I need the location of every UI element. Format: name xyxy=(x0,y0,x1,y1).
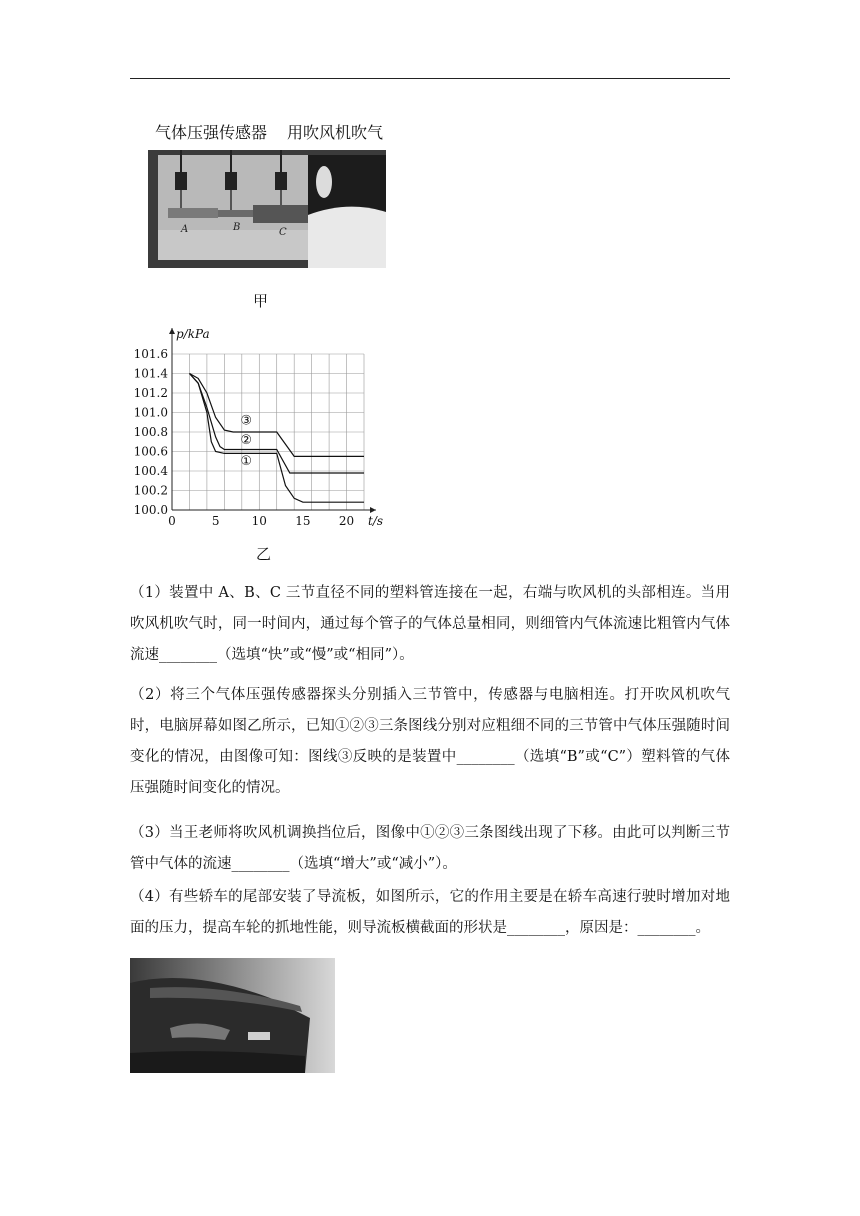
y-axis-label: p/kPa xyxy=(176,327,210,341)
tube-label-a: A xyxy=(181,224,189,235)
header-rule xyxy=(130,78,730,79)
series-label-3: ③ xyxy=(240,413,253,429)
car-spoiler-photo xyxy=(130,958,335,1073)
series-label-1: ① xyxy=(240,454,253,470)
y-tick-label: 101.4 xyxy=(133,366,168,381)
blower-label: 用吹风机吹气 xyxy=(287,123,384,142)
sensor-label: 气体压强传感器 xyxy=(155,123,268,142)
y-tick-label: 101.2 xyxy=(133,386,168,400)
y-tick-label: 100.6 xyxy=(133,444,168,459)
pressure-chart xyxy=(128,322,398,532)
question-1: （1）装置中 A、B、C 三节直径不同的塑料管连接在一起，右端与吹风机的头部相连。当用吹风机吹气时，同一时间内，通过每个管子的气体总量相同，则细管内气体流速比粗管内气体流速________（选填“快”或“慢”或“相同”）。 xyxy=(130,585,730,663)
apparatus-photo xyxy=(148,150,386,268)
x-tick-label: 20 xyxy=(338,514,355,528)
x-tick-label: 15 xyxy=(295,514,311,528)
question-3: （3）当王老师将吹风机调换挡位后，图像中①②③三条图线出现了下移。由此可以判断三节管中气体的流速________（选填“增大”或“减小”）。 xyxy=(130,825,730,872)
series-label-2: ② xyxy=(240,432,253,448)
x-tick-label: 0 xyxy=(168,514,176,528)
y-tick-label: 100.8 xyxy=(133,425,168,439)
x-axis-arrow xyxy=(370,507,376,513)
figure-b-caption: 乙 xyxy=(256,545,272,563)
y-tick-label: 100.4 xyxy=(133,464,168,478)
x-tick-label: 5 xyxy=(211,514,220,528)
figure-a-caption: 甲 xyxy=(253,292,269,310)
x-axis-label: t/s xyxy=(368,514,384,528)
y-tick-label: 101.0 xyxy=(133,405,168,420)
y-tick-label: 101.6 xyxy=(133,347,168,361)
tube-label-b: B xyxy=(233,222,241,233)
y-tick-label: 100.0 xyxy=(133,503,168,517)
y-tick-label: 100.2 xyxy=(133,483,168,498)
x-tick-label: 10 xyxy=(251,514,267,528)
tube-label-c: C xyxy=(279,227,287,238)
question-4: （4）有些轿车的尾部安装了导流板，如图所示，它的作用主要是在轿车高速行驶时增加对地面的压力，提高车轮的抓地性能，则导流板横截面的形状是________，原因是：________。 xyxy=(130,889,730,936)
question-2: （2）将三个气体压强传感器探头分别插入三节管中，传感器与电脑相连。打开吹风机吹气时，电脑屏幕如图乙所示，已知①②③三条图线分别对应粗细不同的三节管中气体压强随时间变化的情况，由图像可知：图线③反映的是装置中________（选填“B”或“C”）塑料管的气体压强随时间变化的情况。 xyxy=(130,687,730,796)
y-axis-arrow xyxy=(169,328,175,334)
